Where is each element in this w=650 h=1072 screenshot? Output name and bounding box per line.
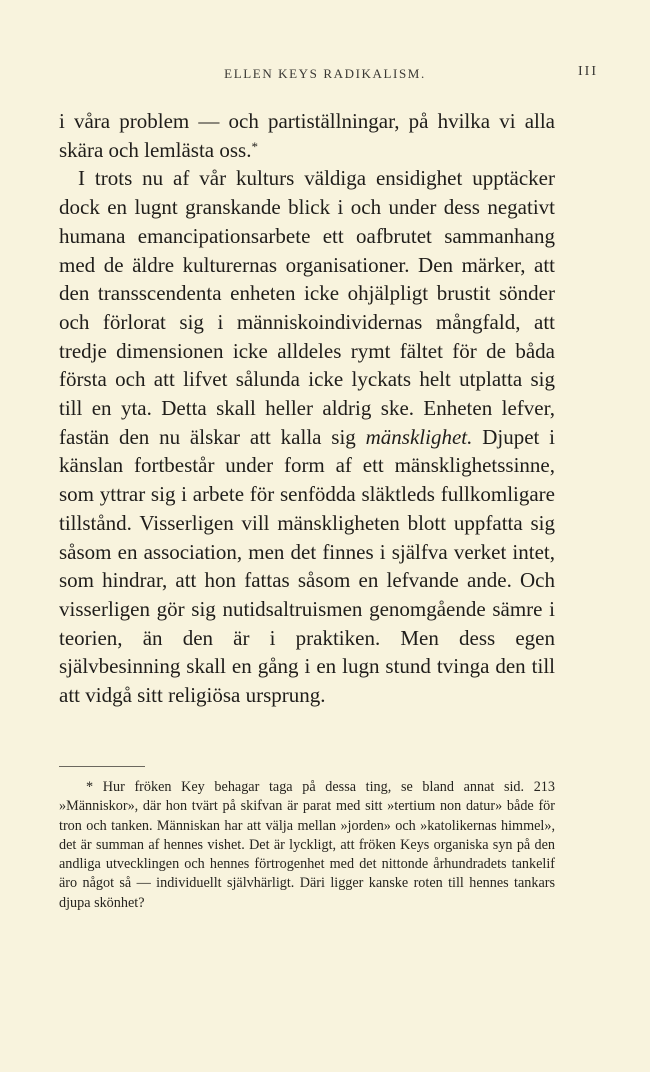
page-number: III — [578, 64, 598, 79]
footnote-section — [59, 778, 555, 913]
footnote-text: * Hur fröken Key behagar taga på dessa ting, se bland annat sid. 213 »Människor», där hon tvärt på skifvan är parat med sitt »tertium non datur» både för tron och tanken. Människan har att välja mellan »jorden» och »katolikernas himmel», det är summan af hennes vishet. Det är lyckligt, att fröken Keys organiska syn på den andliga utvecklingen och hennes förtrogenhet med det nittonde århundradets tankelif äro något så — individuellt självhärligt. Däri ligger kanske roten till hennes tankars djupa skönhet? — [59, 779, 555, 911]
paragraph-2 — [59, 164, 555, 709]
paragraph-2-part-1: I trots nu af vår kulturs väldiga ensidighet upptäcker dock en lugnt granskande blick i och under dess negativt humana emancipationsarbete ett oafbrutet sammanhang med de äldre kulturernas organisationer. Den märker, att den transscendenta enheten icke ohjälpligt brustit sönder och förlorat sig i människoindividernas mångfald, att tredje dimensionen icke alldeles rymt fältet för de båda första och att lifvet sålunda icke lyckats helt utplatta sig till en yta. Detta skall heller aldrig ske. Enheten lefver, fastän den nu älskar att kalla sig — [59, 166, 555, 449]
footnote-marker: * — [251, 138, 258, 154]
paragraph-1-text: i våra problem — och partiställningar, på hvilka vi alla skära och lemlästa oss. — [59, 109, 555, 162]
paragraph-1 — [59, 107, 555, 164]
body-text — [59, 107, 555, 710]
emphasis-manniskoligt: mänsklighet. — [365, 424, 473, 449]
footnote-divider — [59, 766, 145, 767]
running-head-title: ELLEN KEYS RADIKALISM. — [224, 66, 426, 81]
paragraph-2-part-2: Djupet i känslan fortbestår under form af ett mänsklighetssinne, som yttrar sig i arbete för senfödda släktleds fullkomligare tillstånd. Visserligen vill mänskligheten blott uppfatta sig såsom en association, men det finnes i själfva verket intet, som hindrar, att hon fattas såsom en lefvande ande. Och visserligen gör sig nutidsaltruismen genomgående sämre i teorien, än den är i praktiken. Men dess egen självbesinning skall en gång i en lugn stund tvinga den till att vidgå sitt religiösa ursprung. — [59, 424, 556, 708]
